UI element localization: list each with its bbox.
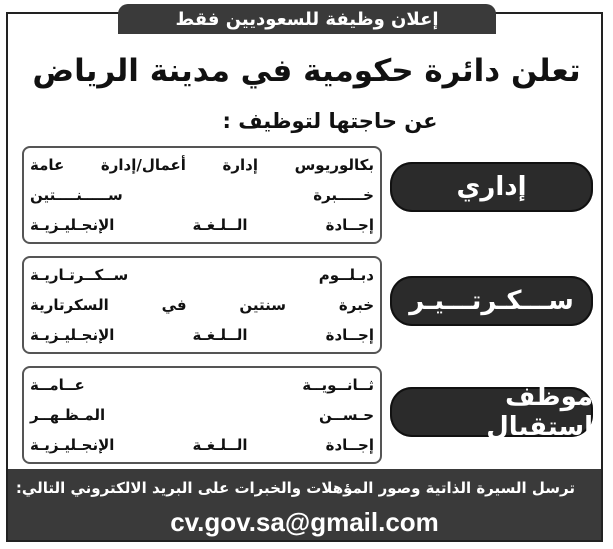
job-title-secretary: ســـكـرتـــيـر [390, 276, 593, 326]
job-title-administrative: إداري [390, 162, 593, 212]
job-requirements-receptionist [22, 366, 382, 464]
requirement-line: حـســن المـظـهــر [30, 406, 374, 424]
requirement-line: بكالوريوس إدارة أعمال/إدارة عامة [30, 156, 374, 174]
requirement-line: إجــادة الــلـغـة الإنجـليـزيـة [30, 216, 374, 234]
requirement-line: خبرة سنتين في السكرتارية [30, 296, 374, 314]
contact-email[interactable]: cv.gov.sa@gmail.com [170, 507, 439, 537]
requirement-line: إجــادة الــلـغـة الإنجـليـزيـة [30, 326, 374, 344]
requirement-line: إجــادة الــلـغـة الإنجـليـزيـة [30, 436, 374, 454]
requirement-line: دبـلــوم ســكــرتـاريـة [30, 266, 374, 284]
subheading: عن حاجتها لتوظيف : [222, 109, 438, 133]
requirement-line: خـــــبرة ســـــنــــتين [30, 186, 374, 204]
headline: تعلن دائرة حكومية في مدينة الرياض [32, 53, 581, 89]
footer-bar [8, 469, 601, 540]
job-requirements-administrative [22, 146, 382, 244]
requirement-line: ثــانــويــة عــامــة [30, 376, 374, 394]
job-requirements-secretary [22, 256, 382, 354]
saudis-only-banner: إعلان وظيفة للسعوديين فقط [118, 4, 496, 34]
job-title-receptionist: موظف استقبال [390, 387, 593, 437]
application-instructions: ترسل السيرة الذاتية وصور المؤهلات والخبرات على البريد الالكتروني التالي: [15, 479, 575, 497]
